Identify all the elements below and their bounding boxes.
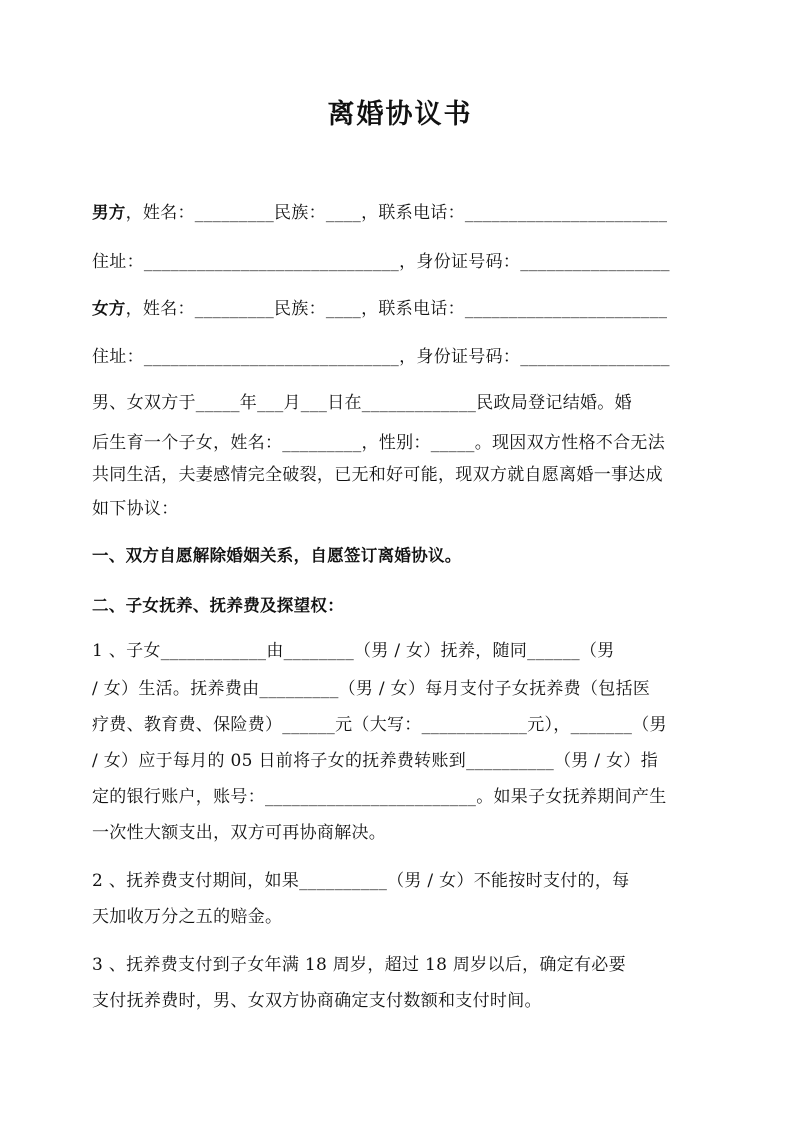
marriage-line-2: 后生育一个子女，姓名：_________，性别：_____。现因双方性格不合无法 xyxy=(92,433,665,453)
item-3-line-2: 支付抚养费时，男、女双方协商确定支付数额和支付时间。 xyxy=(92,991,542,1011)
wife-info-text: ，姓名：_________民族：____，联系电话：_______________________ xyxy=(125,299,668,319)
item-2-line-2: 天加收万分之五的赔金。 xyxy=(92,907,283,927)
item-1-line-5: 定的银行账户，账号：________________________。如果子女抚养期间产生 xyxy=(92,787,667,807)
wife-label: 女方 xyxy=(92,299,126,318)
husband-info-text: ，姓名：_________民族：____，联系电话：_______________________ xyxy=(125,203,668,223)
item-1-line-3: 疗费、教育费、保险费）______元（大写：____________元），_______（男 xyxy=(92,715,667,735)
wife-info-line xyxy=(92,294,712,319)
section-1-heading: 一、双方自愿解除婚姻关系，自愿签订离婚协议。 xyxy=(92,546,462,565)
wife-address-line: 住址：_____________________________，身份证号码：_________________ xyxy=(92,347,670,367)
item-2-line-1: 2 、抚养费支付期间，如果__________（男 / 女）不能按时支付的，每 xyxy=(92,871,630,891)
section-2-heading: 二、子女抚养、抚养费及探望权： xyxy=(92,596,344,615)
item-1-line-4: / 女）应于每月的 05 日前将子女的抚养费转账到__________（男 / 女）指 xyxy=(92,751,659,771)
marriage-line-3: 共同生活，夫妻感情完全破裂，已无和好可能，现双方就自愿离婚一事达成 xyxy=(92,465,663,485)
item-3-line-1: 3 、抚养费支付到子女年满 18 周岁，超过 18 周岁以后，确定有必要 xyxy=(92,955,626,975)
husband-label: 男方 xyxy=(92,203,126,222)
husband-address-line: 住址：_____________________________，身份证号码：_________________ xyxy=(92,252,670,272)
document-title: 离婚协议书 xyxy=(327,99,473,130)
marriage-line-4: 如下协议： xyxy=(92,499,179,519)
marriage-line-1: 男、女双方于_____年___月___日在_____________民政局登记结婚。婚 xyxy=(92,393,632,413)
item-1-line-2: / 女）生活。抚养费由_________（男 / 女）每月支付子女抚养费（包括医 xyxy=(92,679,651,699)
husband-info-line xyxy=(92,198,712,223)
item-1-line-6: 一次性大额支出，双方可再协商解决。 xyxy=(92,823,387,843)
item-1-line-1: 1 、子女____________由________（男 / 女）抚养，随同______（男 xyxy=(92,641,615,661)
